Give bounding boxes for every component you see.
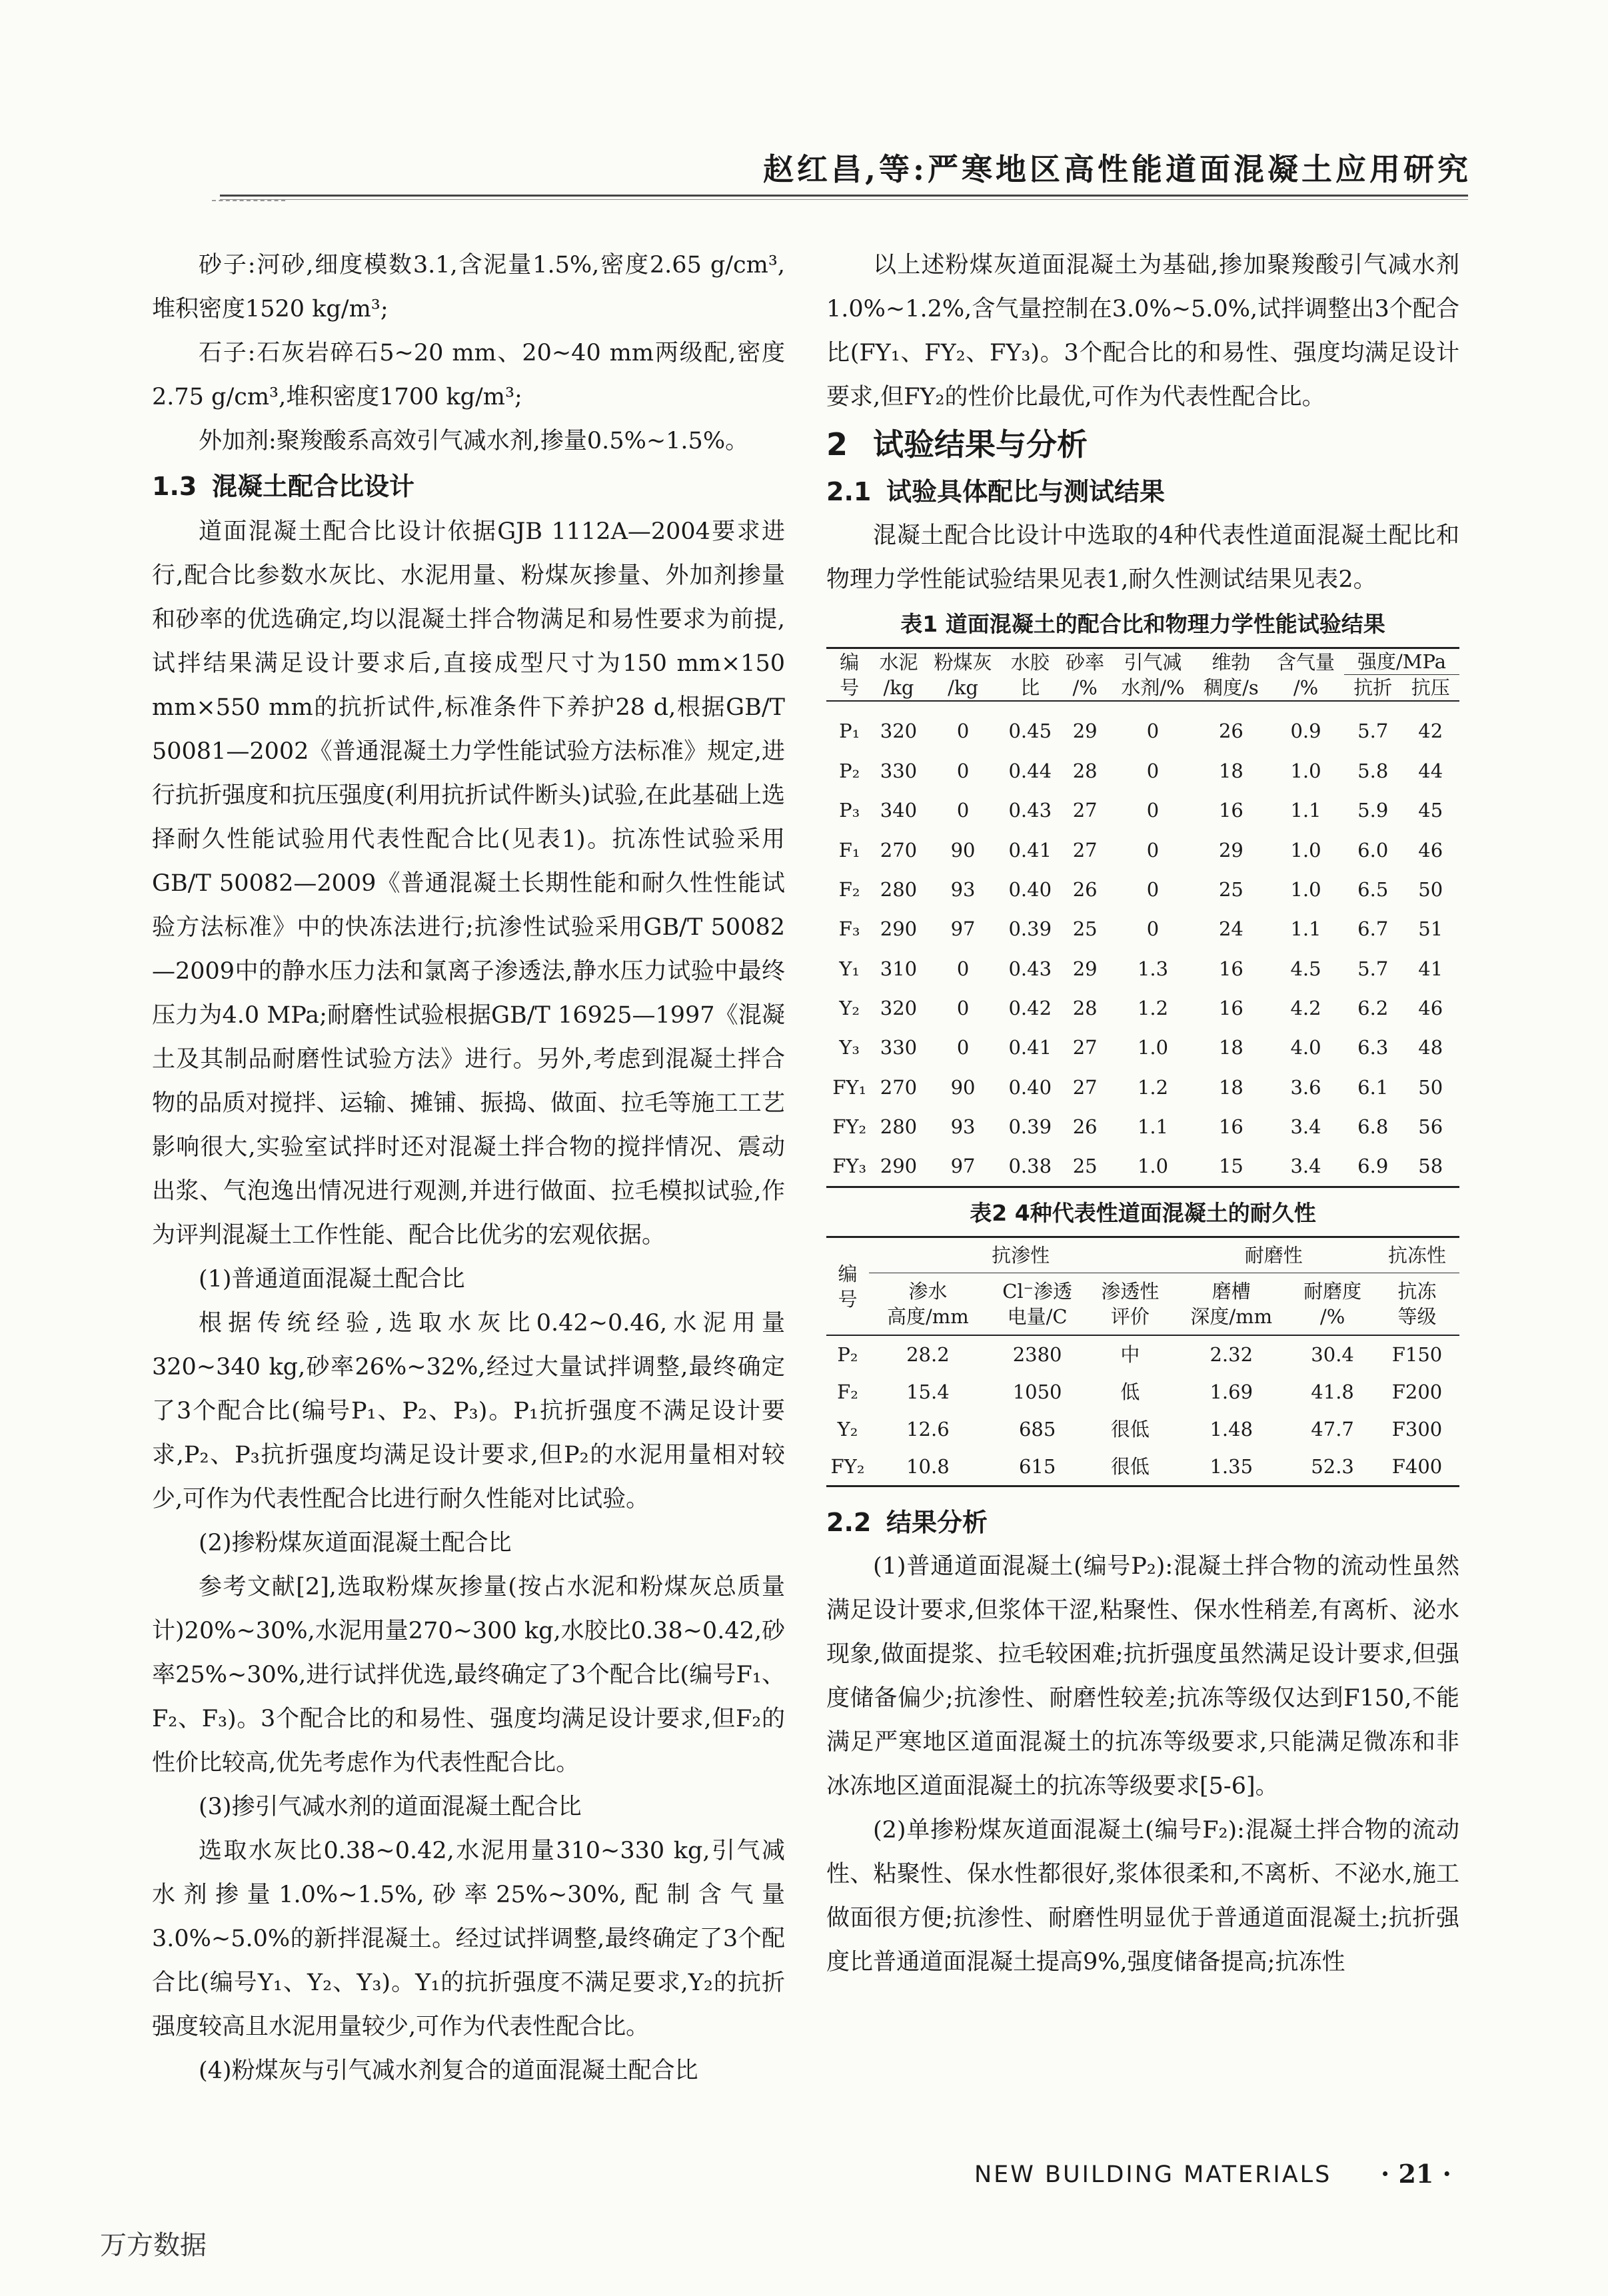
t1-cell: 330 xyxy=(880,759,918,782)
t2-table-row xyxy=(826,1335,1459,1373)
t1-cell: 27 xyxy=(1072,799,1098,822)
header-rule-thin xyxy=(220,199,1468,200)
t1-cell: 0.40 xyxy=(1008,877,1052,901)
t1-cell: 90 xyxy=(950,1075,976,1099)
t2-cell: 1.48 xyxy=(1209,1418,1253,1440)
t1-table-row xyxy=(826,909,1459,949)
t1-cell: 0 xyxy=(956,957,970,980)
section-heading-2 xyxy=(826,419,1459,470)
t1-cell: 310 xyxy=(880,957,918,980)
t1-cell: F₁ xyxy=(838,838,860,861)
t1-cell: 0 xyxy=(956,799,970,822)
section-title: 试验具体配比与测试结果 xyxy=(886,477,1166,506)
t1-table-row xyxy=(826,701,1459,751)
header-rule xyxy=(220,195,1468,197)
t1-cell: 270 xyxy=(880,838,918,861)
t2-cell: 很低 xyxy=(1110,1418,1150,1440)
t1-cell: 44 xyxy=(1418,759,1443,782)
t2-cell: 低 xyxy=(1120,1381,1140,1403)
t1-cell: 290 xyxy=(880,1155,918,1178)
t2-cell: 47.7 xyxy=(1311,1418,1354,1440)
section-number: 1.3 xyxy=(152,472,197,501)
t2-cell: 15.4 xyxy=(906,1381,950,1403)
t1-cell: 27 xyxy=(1072,1075,1098,1099)
t1-cell: 93 xyxy=(950,1115,976,1138)
t1-cell: 1.0 xyxy=(1290,877,1321,901)
t1-cell: 1.1 xyxy=(1290,917,1321,941)
t1-cell: 1.0 xyxy=(1290,759,1321,782)
t1-cell: 0 xyxy=(1146,720,1160,743)
t2-cell: Y₂ xyxy=(837,1418,858,1440)
t1-cell: FY₃ xyxy=(832,1155,867,1178)
t2-header-id: 编 号 xyxy=(838,1262,858,1311)
t1-header-vebe: 维勃 稠度/s xyxy=(1204,650,1259,699)
t2-cell: 685 xyxy=(1018,1418,1056,1440)
t1-cell: 280 xyxy=(880,877,918,901)
t1-cell: 320 xyxy=(880,996,918,1019)
t1-cell: 330 xyxy=(880,1036,918,1059)
t1-cell: 5.7 xyxy=(1357,957,1389,980)
t2-table-row xyxy=(826,1373,1459,1411)
t1-cell: 16 xyxy=(1218,799,1243,822)
t2-cell: 很低 xyxy=(1110,1455,1150,1478)
t2-header-impermeability: 抗渗性 xyxy=(869,1237,1172,1273)
t1-cell: 16 xyxy=(1218,1115,1243,1138)
t1-cell: 0 xyxy=(1146,877,1160,901)
t1-cell: 28 xyxy=(1072,996,1098,1019)
t1-cell: 56 xyxy=(1418,1115,1443,1138)
paragraph-composite: 以上述粉煤灰道面混凝土为基础,掺加聚羧酸引气减水剂1.0%~1.2%,含气量控制在3.0%~5.0%,试拌调整出3个配合比(FY₁、FY₂、FY₃)。3个配合比的和易性、强度均满足设计要求,但FY₂的性价比最优,可作为代表性配合比。 xyxy=(826,252,1459,410)
t1-cell: 0.39 xyxy=(1008,917,1052,941)
t2-cell: 2380 xyxy=(1012,1343,1062,1366)
t1-cell: 0 xyxy=(1146,759,1160,782)
paragraph-flyash: 参考文献[2],选取粉煤灰掺量(按占水泥和粉煤灰总质量计)20%~30%,水泥用量270~300 kg,水胶比0.38~0.42,砂率25%~30%,进行试拌优选,最终确定了3个配合比(编号F₁、F₂、F₃)。3个配合比的和易性、强度均满足设计要求,但F₂的性价比较高,优先考虑作为代表性配合比。 xyxy=(152,1574,785,1776)
t1-header-sand-ratio: 砂率 /% xyxy=(1066,650,1105,699)
t1-cell: 24 xyxy=(1218,917,1243,941)
t1-header-strength: 强度/MPa xyxy=(1344,648,1459,675)
t1-table-row xyxy=(826,869,1459,909)
t1-cell: 27 xyxy=(1072,838,1098,861)
t1-cell: 0 xyxy=(1146,799,1160,822)
t1-cell: 0.40 xyxy=(1008,1075,1052,1099)
t2-cell: 1.69 xyxy=(1209,1381,1253,1403)
t1-cell: 0.42 xyxy=(1008,996,1052,1019)
t1-cell: 1.3 xyxy=(1137,957,1169,980)
t1-header-flexural: 抗折 xyxy=(1353,676,1393,699)
t2-cell: 1.35 xyxy=(1209,1455,1253,1478)
t1-cell: 0.43 xyxy=(1008,957,1052,980)
t2-cell: 中 xyxy=(1120,1343,1140,1366)
t1-cell: FY₁ xyxy=(832,1075,867,1099)
t1-cell: FY₂ xyxy=(832,1115,867,1138)
t1-cell: 97 xyxy=(950,1155,976,1178)
section-number: 2.2 xyxy=(826,1508,872,1537)
t1-cell: 0 xyxy=(1146,838,1160,861)
t2-cell: 28.2 xyxy=(906,1343,950,1366)
t1-cell: 4.0 xyxy=(1290,1036,1321,1059)
t2-cell: F300 xyxy=(1391,1418,1443,1440)
t1-cell: 25 xyxy=(1072,1155,1098,1178)
t2-cell: 2.32 xyxy=(1209,1343,1253,1366)
t1-cell: 4.2 xyxy=(1290,996,1321,1019)
t1-cell: 26 xyxy=(1072,877,1098,901)
t1-cell: 26 xyxy=(1072,1115,1098,1138)
t1-cell: 3.4 xyxy=(1290,1155,1321,1178)
t1-table-row xyxy=(826,1067,1459,1107)
header-dash-mark xyxy=(212,200,285,201)
t1-cell: 5.9 xyxy=(1357,799,1389,822)
t1-cell: Y₁ xyxy=(839,957,860,980)
section-heading-2-2 xyxy=(826,1500,1459,1544)
t1-cell: 42 xyxy=(1418,720,1443,743)
t1-header-air: 含气量 /% xyxy=(1277,650,1335,699)
t1-cell: 0 xyxy=(956,720,970,743)
t2-header-frost-grade: 抗冻 等级 xyxy=(1397,1280,1437,1328)
t1-cell: 25 xyxy=(1072,917,1098,941)
t1-cell: 16 xyxy=(1218,996,1243,1019)
t2-cell: 52.3 xyxy=(1311,1455,1354,1478)
t2-header-chloride: Cl⁻渗透 电量/C xyxy=(1002,1280,1072,1328)
t1-cell: 280 xyxy=(880,1115,918,1138)
table2-caption: 表2 4种代表性道面混凝土的耐久性 xyxy=(970,1200,1316,1226)
t1-header-wb-ratio: 水胶 比 xyxy=(1010,650,1050,699)
t1-cell: 6.5 xyxy=(1357,877,1389,901)
t1-cell: 26 xyxy=(1218,720,1243,743)
paragraph-sand: 砂子:河砂,细度模数3.1,含泥量1.5%,密度2.65 g/cm³,堆积密度1520 kg/m³; xyxy=(152,252,785,322)
t1-cell: 0.45 xyxy=(1008,720,1052,743)
t1-cell: 5.7 xyxy=(1357,720,1389,743)
t2-header-abrasion-degree: 耐磨度 /% xyxy=(1303,1280,1362,1328)
t1-cell: 6.7 xyxy=(1357,917,1389,941)
t1-cell: 97 xyxy=(950,917,976,941)
t1-table-row xyxy=(826,988,1459,1027)
table1-caption: 表1 道面混凝土的配合比和物理力学性能试验结果 xyxy=(900,611,1385,637)
subheading-ordinary: (1)普通道面混凝土配合比 xyxy=(199,1266,465,1293)
paragraph-airentrain: 选取水灰比0.38~0.42,水泥用量310~330 kg,引气减水剂掺量1.0%~1.5%,砂率25%~30%,配制含气量3.0%~5.0%的新拌混凝土。经过试拌调整,最终确定了3个配合比(编号Y₁、Y₂、Y₃)。Y₁的抗折强度不满足要求,Y₂的抗折强度较高且水泥用量较少,可作为代表性配合比。 xyxy=(152,1838,785,2040)
t1-cell: 18 xyxy=(1218,1036,1243,1059)
t1-cell: 320 xyxy=(880,720,918,743)
t1-cell: 6.3 xyxy=(1357,1036,1389,1059)
t1-table-row xyxy=(826,791,1459,830)
t1-cell: 1.0 xyxy=(1137,1036,1169,1059)
footer-page-number: · 21 · xyxy=(1381,2159,1451,2189)
t2-cell: 10.8 xyxy=(906,1455,950,1478)
t1-cell: 1.1 xyxy=(1137,1115,1169,1138)
t1-cell: P₂ xyxy=(839,759,860,782)
t1-cell: 25 xyxy=(1218,877,1243,901)
t1-cell: 6.9 xyxy=(1357,1155,1389,1178)
t1-cell: 15 xyxy=(1218,1155,1243,1178)
t2-table-row xyxy=(826,1411,1459,1448)
t1-cell: F₃ xyxy=(838,917,860,941)
t2-cell: F150 xyxy=(1391,1343,1443,1366)
t1-cell: 0.9 xyxy=(1290,720,1321,743)
t1-cell: 29 xyxy=(1218,838,1243,861)
t1-table-row xyxy=(826,949,1459,988)
t1-cell: 50 xyxy=(1418,877,1443,901)
t1-cell: 46 xyxy=(1418,838,1443,861)
t1-cell: 1.1 xyxy=(1290,799,1321,822)
t1-cell: 51 xyxy=(1418,917,1443,941)
t1-cell: F₂ xyxy=(838,877,860,901)
left-column xyxy=(152,243,785,2093)
t1-table-row xyxy=(826,1107,1459,1146)
right-column xyxy=(826,243,1459,1984)
paragraph-ordinary: 根据传统经验,选取水灰比0.42~0.46,水泥用量320~340 kg,砂率26%~32%,经过大量试拌调整,最终确定了3个配合比(编号P₁、P₂、P₃)。P₁抗折强度不满足设计要求,P₂、P₃抗折强度均满足设计要求,但P₂的水泥用量相对较少,可作为代表性配合比进行耐久性能对比试验。 xyxy=(152,1310,785,1512)
t1-cell: 18 xyxy=(1218,759,1243,782)
t2-table-row xyxy=(826,1448,1459,1486)
t1-cell: 46 xyxy=(1418,996,1443,1019)
t1-cell: 6.8 xyxy=(1357,1115,1389,1138)
t1-header-cement: 水泥 /kg xyxy=(879,650,918,699)
t2-header-seepage-height: 渗水 高度/mm xyxy=(887,1280,969,1328)
section-title: 结果分析 xyxy=(886,1508,988,1537)
table2 xyxy=(826,1236,1459,1487)
t1-cell: 1.2 xyxy=(1137,996,1169,1019)
t2-header-frost: 抗冻性 xyxy=(1375,1237,1459,1273)
t1-cell: P₁ xyxy=(839,720,860,743)
t1-cell: 18 xyxy=(1218,1075,1243,1099)
paragraph-admixture: 外加剂:聚羧酸系高效引气减水剂,掺量0.5%~1.5%。 xyxy=(199,428,749,454)
t1-cell: 0.41 xyxy=(1008,1036,1052,1059)
t1-cell: 6.2 xyxy=(1357,996,1389,1019)
section-heading-2-1 xyxy=(826,470,1459,514)
t1-cell: 290 xyxy=(880,917,918,941)
t1-cell: 0 xyxy=(956,996,970,1019)
section-title: 试验结果与分析 xyxy=(873,426,1088,462)
t1-cell: 270 xyxy=(880,1075,918,1099)
section-title: 混凝土配合比设计 xyxy=(212,472,415,501)
t1-header-admixture: 引气减 水剂/% xyxy=(1121,650,1185,699)
t1-cell: 3.6 xyxy=(1290,1075,1321,1099)
t1-cell: 0.38 xyxy=(1008,1155,1052,1178)
t1-cell: 0 xyxy=(956,759,970,782)
t1-cell: 0.39 xyxy=(1008,1115,1052,1138)
t1-cell: 4.5 xyxy=(1290,957,1321,980)
paragraph-analysis-flyash: (2)单掺粉煤灰道面混凝土(编号F₂):混凝土拌合物的流动性、粘聚性、保水性都很好,浆体很柔和,不离析、不泌水,施工做面很方便;抗渗性、耐磨性明显优于普通道面混凝土;抗折强度比普通道面混凝土提高9%,强度储备提高;抗冻性 xyxy=(826,1817,1459,1976)
t1-cell: 45 xyxy=(1418,799,1443,822)
t2-header-groove-depth: 磨槽 深度/mm xyxy=(1190,1280,1273,1328)
t1-cell: 16 xyxy=(1218,957,1243,980)
t2-header-abrasion: 耐磨性 xyxy=(1172,1237,1375,1273)
t2-cell: FY₂ xyxy=(830,1455,865,1478)
paragraph-stone: 石子:石灰岩碎石5~20 mm、20~40 mm两级配,密度2.75 g/cm³,堆积密度1700 kg/m³; xyxy=(152,340,785,410)
section-number: 2 xyxy=(826,426,848,462)
paragraph-results-intro: 混凝土配合比设计中选取的4种代表性道面混凝土配比和物理力学性能试验结果见表1,耐久性测试结果见表2。 xyxy=(826,522,1459,593)
t2-cell: F200 xyxy=(1391,1381,1443,1403)
t1-header-id: 编 号 xyxy=(840,650,860,699)
t1-cell: 48 xyxy=(1418,1036,1443,1059)
t2-cell: 1050 xyxy=(1012,1381,1062,1403)
t1-cell: 0 xyxy=(1146,917,1160,941)
t1-cell: 6.1 xyxy=(1357,1075,1389,1099)
running-header-title: 赵红昌,等:严寒地区高性能道面混凝土应用研究 xyxy=(763,151,1471,187)
t1-cell: 58 xyxy=(1418,1155,1443,1178)
t1-header-flyash: 粉煤灰 /kg xyxy=(934,650,992,699)
t1-table-row xyxy=(826,1028,1459,1067)
t2-cell: P₂ xyxy=(837,1343,858,1366)
t1-table-row xyxy=(826,1147,1459,1187)
section-heading-1-3 xyxy=(152,463,785,510)
footer-journal-name: NEW BUILDING MATERIALS xyxy=(974,2161,1332,2188)
t1-cell: 93 xyxy=(950,877,976,901)
subheading-composite: (4)粉煤灰与引气减水剂复合的道面混凝土配合比 xyxy=(199,2057,698,2084)
t1-cell: 0.43 xyxy=(1008,799,1052,822)
t1-cell: 1.2 xyxy=(1137,1075,1169,1099)
t1-cell: Y₂ xyxy=(839,996,860,1019)
t1-cell: 340 xyxy=(880,799,918,822)
t2-header-permeability-rating: 渗透性 评价 xyxy=(1101,1280,1160,1328)
t1-cell: 29 xyxy=(1072,957,1098,980)
subheading-flyash: (2)掺粉煤灰道面混凝土配合比 xyxy=(199,1530,512,1556)
t1-cell: 0 xyxy=(956,1036,970,1059)
subheading-airentrain: (3)掺引气减水剂的道面混凝土配合比 xyxy=(199,1794,582,1820)
t1-header-compressive: 抗压 xyxy=(1411,676,1450,699)
t1-table-row xyxy=(826,830,1459,869)
table1 xyxy=(826,647,1459,1188)
t1-cell: 6.0 xyxy=(1357,838,1389,861)
paragraph-analysis-ordinary: (1)普通道面混凝土(编号P₂):混凝土拌合物的流动性虽然满足设计要求,但浆体干涩,粘聚性、保水性稍差,有离析、泌水现象,做面提浆、拉毛较困难;抗折强度虽然满足设计要求,但强度储备偏少;抗渗性、耐磨性较差;抗冻等级仅达到F150,不能满足严寒地区道面混凝土的抗冻等级要求,只能满足微冻和非冰冻地区道面混凝土的抗冻等级要求[5-6]。 xyxy=(826,1553,1459,1800)
t1-cell: 50 xyxy=(1418,1075,1443,1099)
t1-cell: 5.8 xyxy=(1357,759,1389,782)
t1-cell: 29 xyxy=(1072,720,1098,743)
t1-cell: 28 xyxy=(1072,759,1098,782)
t2-cell: 615 xyxy=(1018,1455,1056,1478)
t2-cell: F400 xyxy=(1391,1455,1443,1478)
t1-cell: 0.44 xyxy=(1008,759,1052,782)
t1-cell: 1.0 xyxy=(1137,1155,1169,1178)
t1-cell: 41 xyxy=(1418,957,1443,980)
t1-cell: 0.41 xyxy=(1008,838,1052,861)
paragraph-mix-design: 道面混凝土配合比设计依据GJB 1112A—2004要求进行,配合比参数水灰比、水泥用量、粉煤灰掺量、外加剂掺量和砂率的优选确定,均以混凝土拌合物满足和易性要求为前提,试拌结果满足设计要求后,直接成型尺寸为150 mm×150 mm×550 mm的抗折试件,标准条件下养护28 d,根据GB/T 50081—2002《普通混凝土力学性能试验方法标准》规定,进行抗折强度和抗压强度(利用抗折试件断头)试验,在此基础上选择耐久性能试验用代表性配合比(见表1)。抗冻性试验采用GB/T 50082—2009《普通混凝土长期性能和耐久性性能试验方法标准》中的快冻法进行;抗渗性试验采用GB/T 50082—2009中的静水压力法和氯离子渗透法,静水压力试验中最终压力为4.0 MPa;耐磨性试验根据GB/T 16925—1997《混凝土及其制品耐磨性试验方法》进行。另外,考虑到混凝土拌合物的品质对搅拌、运输、摊铺、振捣、做面、拉毛等施工工艺影响很大,实验室试拌时还对混凝土拌合物的搅拌情况、震动出浆、气泡逸出情况进行观测,并进行做面、拉毛模拟试验,作为评判混凝土工作性能、配合比优劣的宏观依据。 xyxy=(152,518,785,1249)
t2-cell: 30.4 xyxy=(1311,1343,1354,1366)
t1-cell: 90 xyxy=(950,838,976,861)
t1-table-row xyxy=(826,751,1459,790)
section-number: 2.1 xyxy=(826,477,872,506)
t1-cell: 3.4 xyxy=(1290,1115,1321,1138)
footer-source-watermark: 万方数据 xyxy=(100,2230,207,2261)
t1-cell: Y₃ xyxy=(839,1036,860,1059)
t2-cell: 12.6 xyxy=(906,1418,950,1440)
t2-cell: 41.8 xyxy=(1311,1381,1354,1403)
t1-cell: 1.0 xyxy=(1290,838,1321,861)
t1-cell: P₃ xyxy=(839,799,860,822)
t1-cell: 27 xyxy=(1072,1036,1098,1059)
t2-cell: F₂ xyxy=(837,1381,858,1403)
